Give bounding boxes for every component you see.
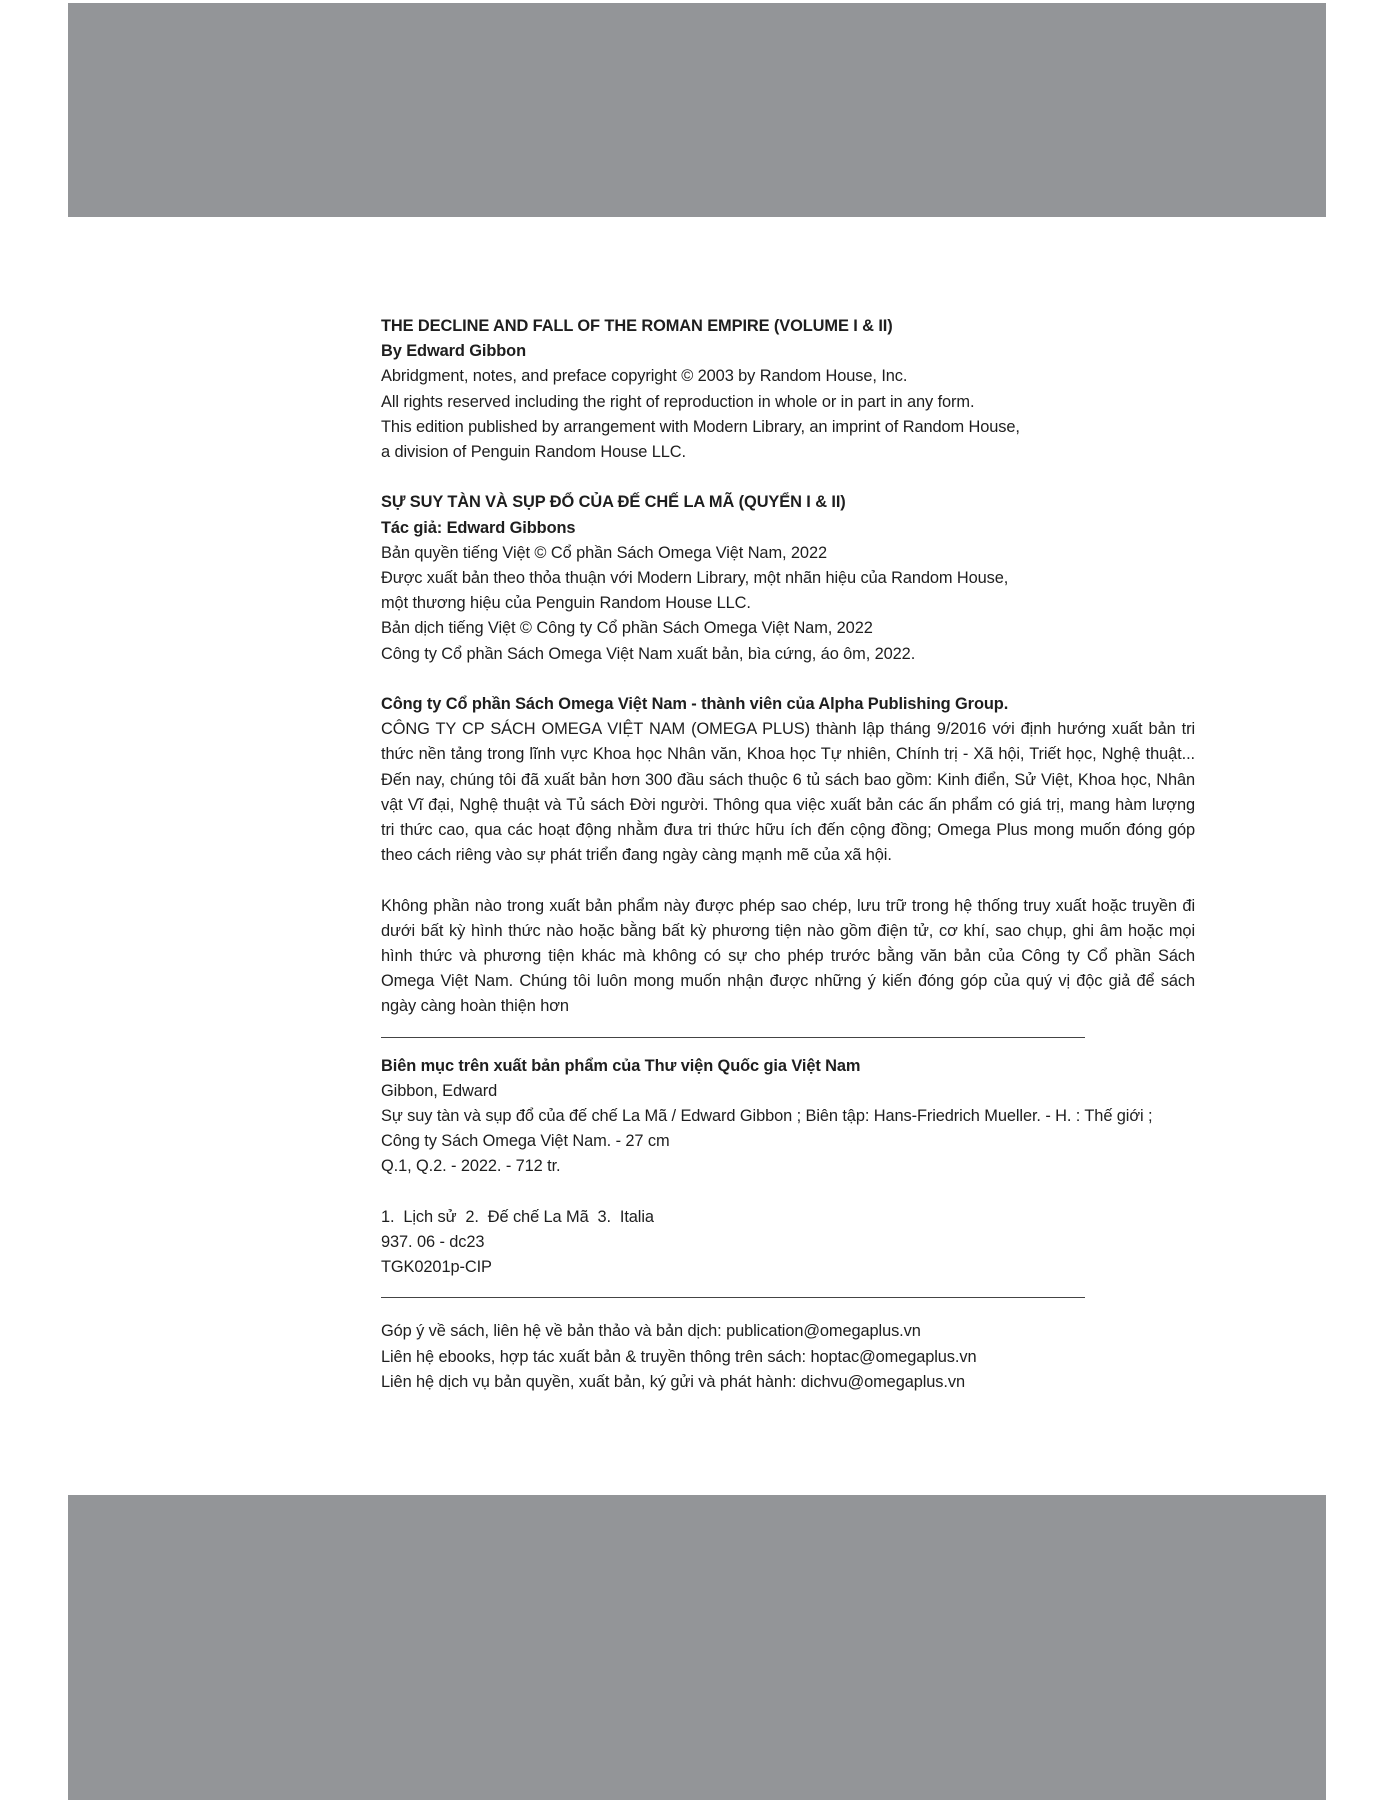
- vietnamese-author: Tác giả: Edward Gibbons: [381, 518, 576, 537]
- contact-line: Liên hệ dịch vụ bản quyền, xuất bản, ký gửi và phát hành: dichvu@omegaplus.vn: [381, 1372, 965, 1391]
- cip-classification: 937. 06 - dc23: [381, 1233, 485, 1252]
- cip-subjects: 1. Lịch sử 2. Đế chế La Mã 3. Italia: [381, 1207, 654, 1226]
- cip-heading: Biên mục trên xuất bản phẩm của Thư viện Quốc gia Việt Nam: [381, 1056, 861, 1075]
- english-line: All rights reserved including the right of reproduction in whole or in part in any form.: [381, 392, 975, 411]
- contact-line: Liên hệ ebooks, hợp tác xuất bản & truyền thông trên sách: hoptac@omegaplus.vn: [381, 1347, 977, 1366]
- divider: [381, 1297, 1085, 1298]
- english-block: [381, 314, 1201, 465]
- contact-line: Góp ý về sách, liên hệ về bản thảo và bản dịch: publication@omegaplus.vn: [381, 1322, 921, 1341]
- vietnamese-line: Được xuất bản theo thỏa thuận với Modern Library, một nhãn hiệu của Random House,: [381, 569, 1009, 588]
- copyright-notice: Không phần nào trong xuất bản phẩm này được phép sao chép, lưu trữ trong hệ thống truy xuất hoặc truyền đi dưới bất kỳ hình thức nào hoặc bằng bất kỳ phương tiện nào gồm điện tử, cơ khí, sao chụp, ghi âm hoặc mọi hình thức và phương tiện khác mà không có sự cho phép trước bằng văn bản của Công ty Cổ phần Sách Omega Việt Nam. Chúng tôi luôn mong muốn nhận được những ý kiến đóng góp của quý vị độc giả để sách ngày càng hoàn thiện hơn: [381, 896, 1195, 1016]
- cip-line: Q.1, Q.2. - 2022. - 712 tr.: [381, 1157, 561, 1176]
- cip-line: Sự suy tàn và sụp đổ của đế chế La Mã / Edward Gibbon ; Biên tập: Hans-Friedrich Mueller. - H. : Thế giới ;: [381, 1107, 1153, 1126]
- cip-code: TGK0201p-CIP: [381, 1258, 492, 1277]
- publisher-block: [381, 692, 1201, 1020]
- cip-block: [381, 1054, 1201, 1281]
- publisher-description: CÔNG TY CP SÁCH OMEGA VIỆT NAM (OMEGA PLUS) thành lập tháng 9/2016 với định hướng xuất bản tri thức nền tảng trong lĩnh vực Khoa học Nhân văn, Khoa học Tự nhiên, Chính trị - Xã hội, Triết học, Nghệ thuật... Đến nay, chúng tôi đã xuất bản hơn 300 đầu sách thuộc 6 tủ sách bao gồm: Kinh điển, Sử Việt, Khoa học, Nhân vật Vĩ đại, Nghệ thuật và Tủ sách Đời người. Thông qua việc xuất bản các ấn phẩm có giá trị, mang hàm lượng tri thức cao, qua các hoạt động nhằm đưa tri thức hữu ích đến cộng đồng; Omega Plus mong muốn đóng góp theo cách riêng vào sự phát triển đang ngày càng mạnh mẽ của xã hội.: [381, 720, 1195, 865]
- cip-line: Gibbon, Edward: [381, 1081, 498, 1100]
- vietnamese-block: [381, 490, 1201, 666]
- english-author: By Edward Gibbon: [381, 342, 527, 361]
- vietnamese-line: Bản quyền tiếng Việt © Cổ phần Sách Omega Việt Nam, 2022: [381, 543, 827, 562]
- top-gray-band: [68, 3, 1326, 217]
- english-line: a division of Penguin Random House LLC.: [381, 443, 686, 462]
- vietnamese-title: SỰ SUY TÀN VÀ SỤP ĐỔ CỦA ĐẾ CHẾ LA MÃ (QUYỂN I & II): [381, 493, 846, 512]
- english-line: This edition published by arrangement with Modern Library, an imprint of Random House,: [381, 417, 1020, 436]
- vietnamese-line: Bản dịch tiếng Việt © Công ty Cổ phần Sách Omega Việt Nam, 2022: [381, 619, 873, 638]
- contact-block: [381, 1319, 1201, 1395]
- english-line: Abridgment, notes, and preface copyright © 2003 by Random House, Inc.: [381, 367, 908, 386]
- vietnamese-line: một thương hiệu của Penguin Random House LLC.: [381, 594, 751, 613]
- cip-line: Công ty Sách Omega Việt Nam. - 27 cm: [381, 1132, 670, 1151]
- english-title: THE DECLINE AND FALL OF THE ROMAN EMPIRE (VOLUME I & II): [381, 317, 893, 335]
- bottom-gray-band: [68, 1495, 1326, 1800]
- vietnamese-line: Công ty Cổ phần Sách Omega Việt Nam xuất bản, bìa cứng, áo ôm, 2022.: [381, 644, 916, 663]
- copyright-page: [381, 314, 1201, 1395]
- divider: [381, 1037, 1085, 1038]
- publisher-heading: Công ty Cổ phần Sách Omega Việt Nam - thành viên của Alpha Publishing Group.: [381, 695, 1009, 714]
